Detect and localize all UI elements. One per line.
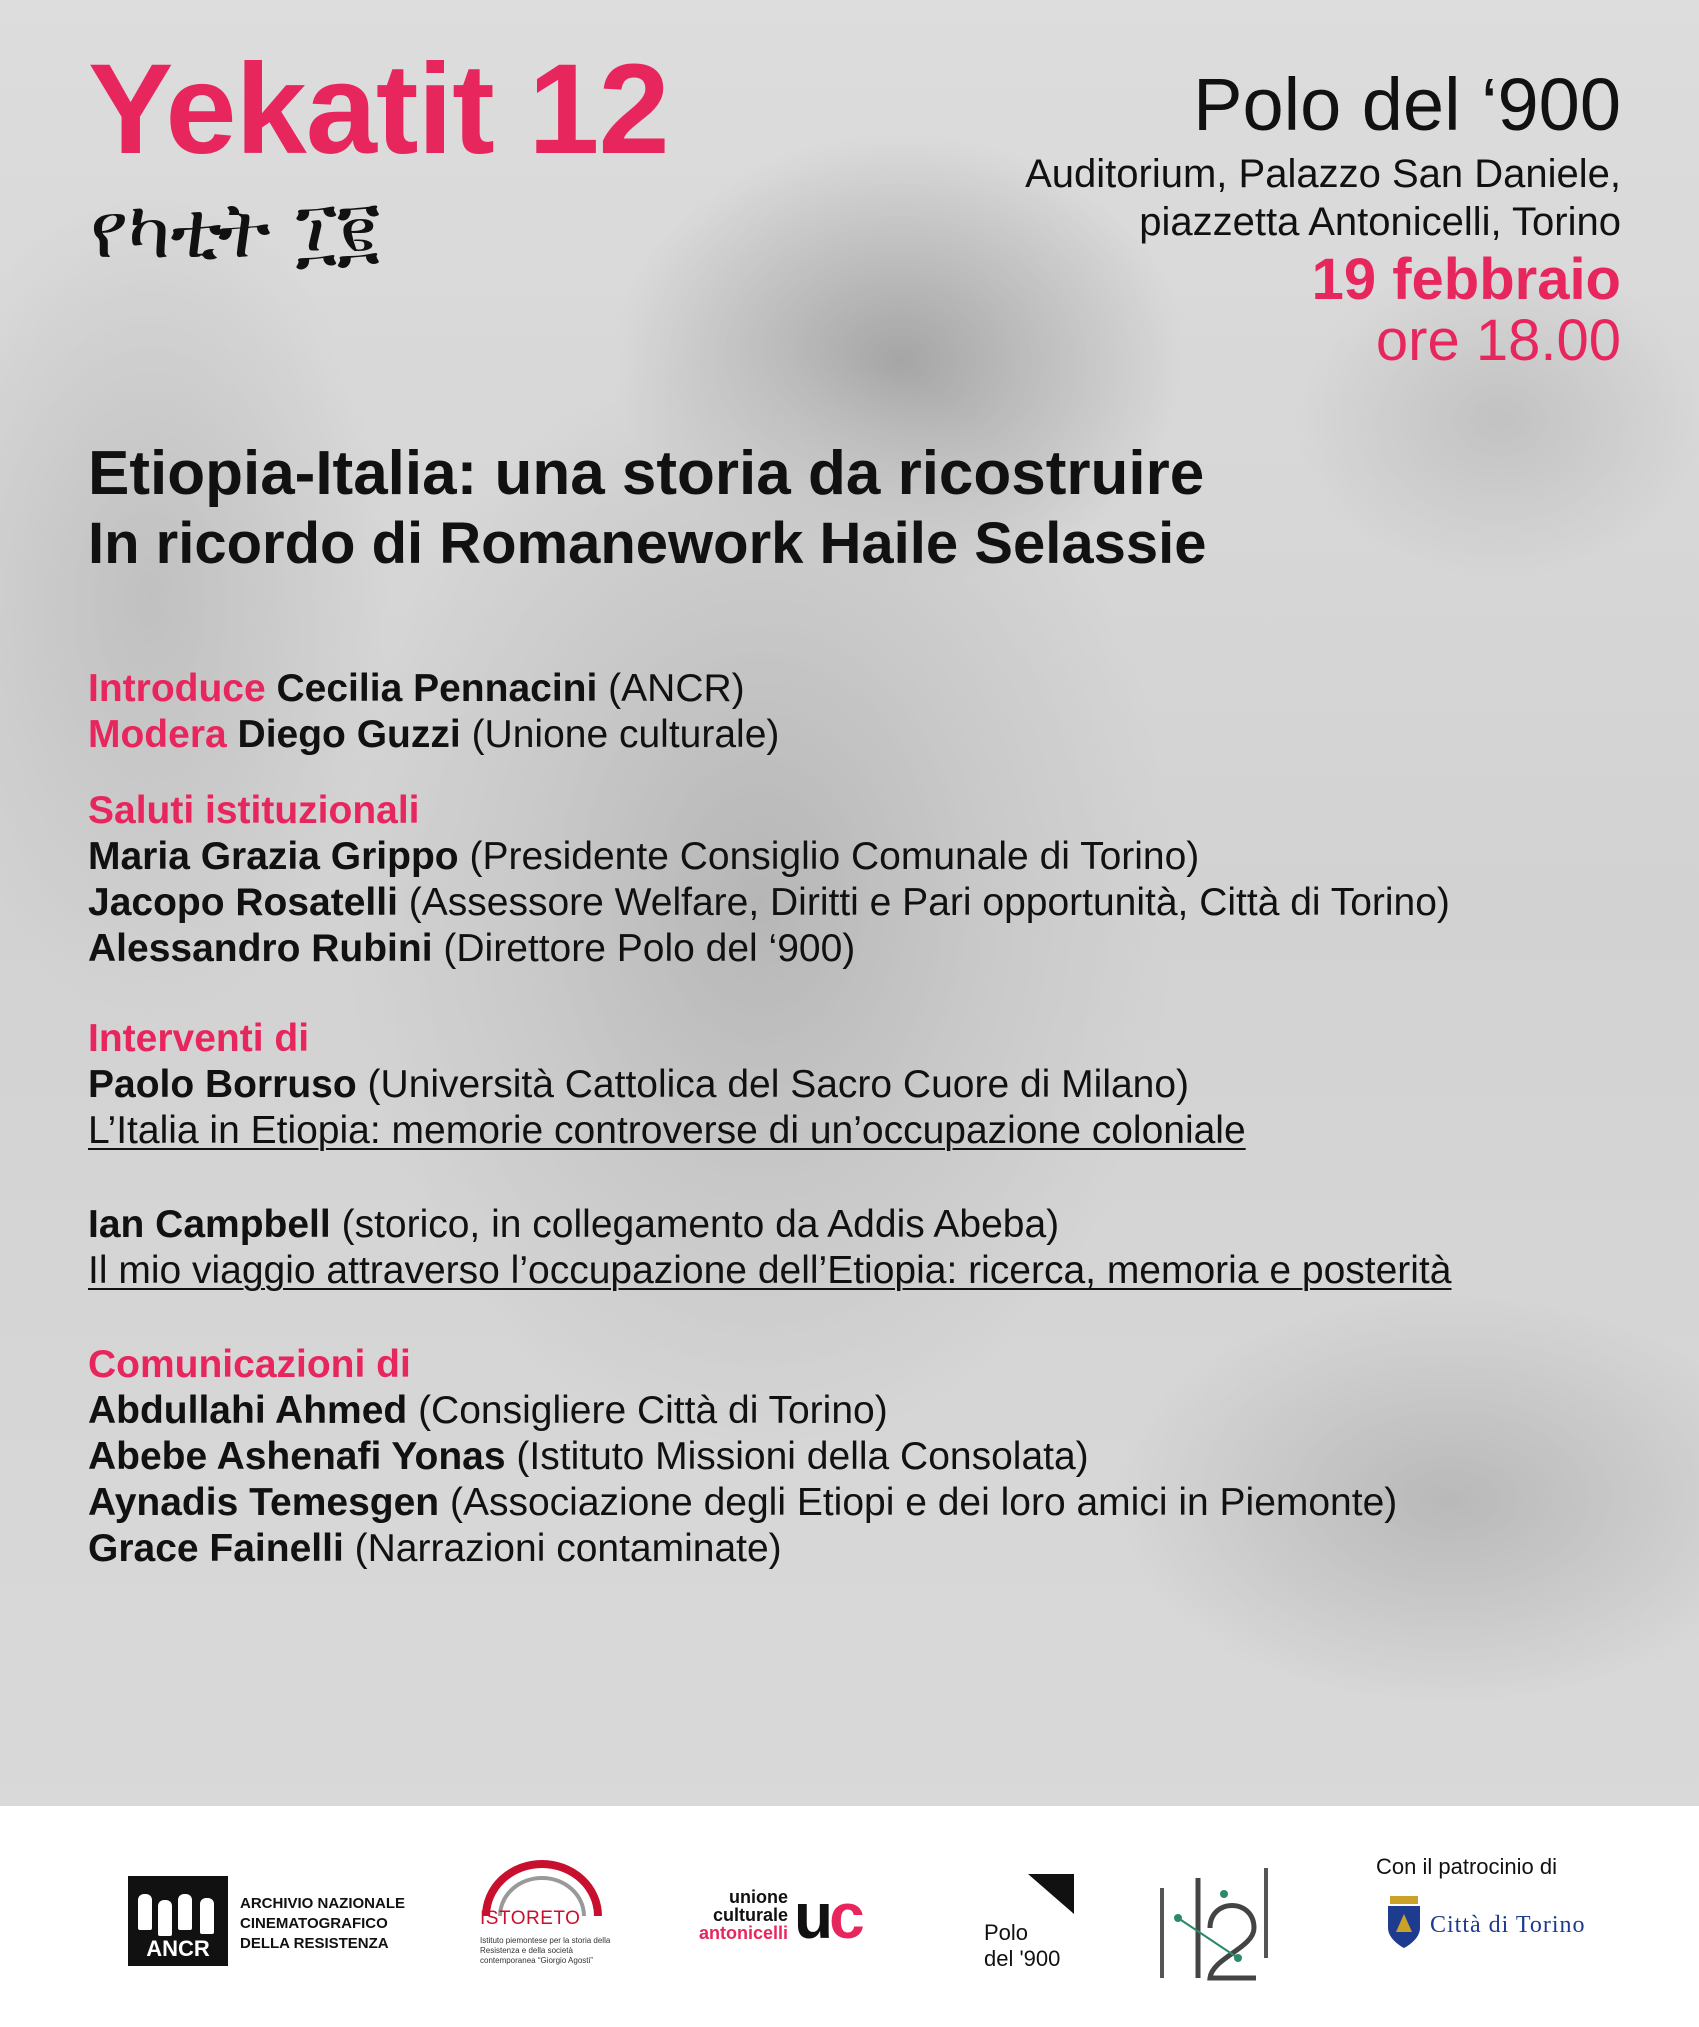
introduce-affiliation: (ANCR) [608, 667, 745, 710]
saluti-item [88, 834, 1628, 880]
saluti-item [88, 926, 1628, 972]
ancr-line3: DELLA RESISTENZA [240, 1935, 389, 1952]
event-title-amharic: የካቲት ፲፪ [90, 186, 380, 276]
speaker-name: Ian Campbell [88, 1203, 331, 1246]
saluti-name: Alessandro Rubini [88, 927, 433, 970]
uc-line2: culturale [712, 1905, 788, 1925]
ancr-logo [128, 1876, 405, 1966]
ancr-short: ANCR [146, 1936, 210, 1961]
patronage-block [1376, 1854, 1616, 1994]
uc-mark-u: u [794, 1880, 830, 1952]
polo-line2: del '900 [984, 1946, 1061, 1971]
polo-del-900-logo [984, 1874, 1074, 1984]
speaker-line [88, 1202, 1628, 1248]
modera-label: Modera [88, 713, 227, 756]
polo-corner-icon [1028, 1874, 1074, 1914]
comunicazioni-name: Grace Fainelli [88, 1527, 344, 1570]
comunicazioni-name: Aynadis Temesgen [88, 1481, 440, 1524]
event-date: 19 febbraio [1311, 246, 1621, 312]
comunicazioni-role: (Consigliere Città di Torino) [418, 1389, 888, 1432]
saluti-name: Maria Grazia Grippo [88, 835, 459, 878]
introduce-label: Introduce [88, 667, 266, 710]
polo-text [984, 1920, 1060, 1972]
ancr-line1: ARCHIVIO NAZIONALE [240, 1895, 405, 1912]
uc-line1: unione [729, 1887, 788, 1907]
saluti-heading: Saluti istituzionali [88, 789, 420, 832]
sponsor-footer [0, 1806, 1699, 2027]
speaker-name: Paolo Borruso [88, 1063, 357, 1106]
event-time: ore 18.00 [1375, 307, 1621, 373]
saluti-role: (Assessore Welfare, Diritti e Pari opportunità, Città di Torino) [408, 881, 1450, 924]
venue-address-line2: piazzetta Antonicelli, Torino [1139, 199, 1621, 244]
introduce-name: Cecilia Pennacini [276, 667, 598, 710]
istoreto-name: ISTORETO [480, 1908, 581, 1929]
interventi-heading: Interventi di [88, 1017, 310, 1060]
introduce-line [88, 666, 1628, 712]
citta-di-torino-wordmark: Città di Torino [1430, 1912, 1586, 1938]
modera-affiliation: (Unione culturale) [471, 713, 780, 756]
comunicazioni-item [88, 1526, 1628, 1572]
ancr-logo-mark [128, 1876, 228, 1966]
ancr-line2: CINEMATOGRAFICO [240, 1915, 388, 1932]
modera-line [88, 712, 1628, 758]
comunicazioni-role: (Istituto Missioni della Consolata) [516, 1435, 1089, 1478]
speaker-line [88, 1062, 1628, 1108]
comunicazioni-role: (Associazione degli Etiopi e dei loro amici in Piemonte) [449, 1481, 1398, 1524]
speaker-role: (Università Cattolica del Sacro Cuore di Milano) [367, 1063, 1190, 1106]
patronage-label: Con il patrocinio di [1376, 1854, 1557, 1879]
talk-title: L’Italia in Etiopia: memorie controverse di un’occupazione coloniale [88, 1109, 1246, 1152]
venue-block [1025, 63, 1621, 373]
saluti-role: (Direttore Polo del ‘900) [443, 927, 856, 970]
comunicazioni-name: Abdullahi Ahmed [88, 1389, 408, 1432]
saluti-name: Jacopo Rosatelli [88, 881, 398, 924]
venue-name: Polo del ‘900 [1193, 63, 1621, 146]
speaker-role: (storico, in collegamento da Addis Abeba) [341, 1203, 1060, 1246]
uc-mark [794, 1880, 861, 1952]
istoreto-subtitle: Istituto piemontese per la storia della Resistenza e della società contemporanea “Giorgio Agosti” [480, 1936, 611, 1965]
event-title: Yekatit 12 [88, 38, 669, 181]
unione-culturale-logo [698, 1880, 888, 1964]
comunicazioni-role: (Narrazioni contaminate) [354, 1527, 782, 1570]
comunicazioni-heading: Comunicazioni di [88, 1343, 411, 1386]
talk-title: Il mio viaggio attraverso l’occupazione dell’Etiopia: ricerca, memoria e posterità [88, 1249, 1452, 1292]
uc-words [698, 1888, 788, 1942]
saluti-item [88, 880, 1628, 926]
comunicazioni-item [88, 1480, 1628, 1526]
uc-mark-c: c [829, 1880, 861, 1952]
comunicazioni-item [88, 1388, 1628, 1434]
torino-crest-icon [1384, 1896, 1424, 1948]
yekatit-rete-logo [1158, 1858, 1278, 1988]
program [88, 666, 1628, 1572]
istoreto-logo [478, 1858, 611, 1988]
ancr-name [240, 1894, 405, 1954]
saluti-role: (Presidente Consiglio Comunale di Torino) [469, 835, 1200, 878]
comunicazioni-item [88, 1434, 1628, 1480]
headline: Etiopia-Italia: una storia da ricostruire [88, 439, 1205, 508]
yekatit-12-logo-icon [1158, 1858, 1278, 1988]
subheadline: In ricordo di Romanework Haile Selassie [88, 511, 1207, 576]
comunicazioni-name: Abebe Ashenafi Yonas [88, 1435, 506, 1478]
venue-address-line1: Auditorium, Palazzo San Daniele, [1025, 151, 1621, 196]
polo-line1: Polo [984, 1920, 1029, 1945]
modera-name: Diego Guzzi [237, 713, 461, 756]
uc-line3: antonicelli [698, 1923, 788, 1943]
